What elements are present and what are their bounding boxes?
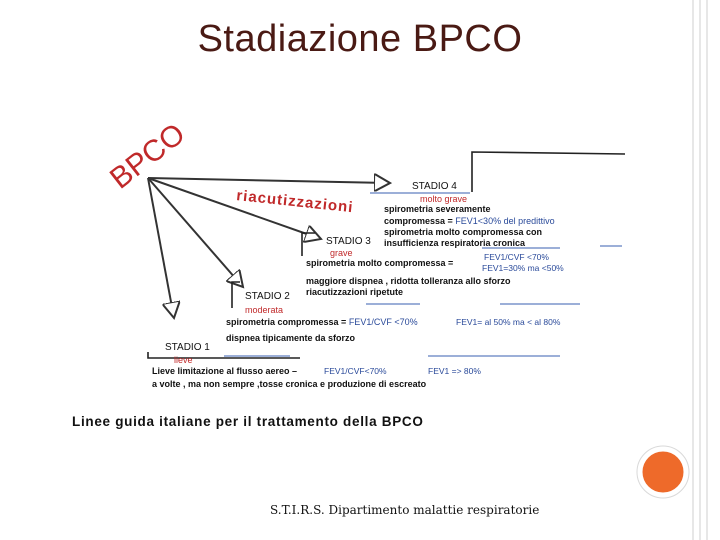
stage-4-line-3: spirometria molto compromessa con [384,227,543,237]
stage-1-line-4: a volte , ma non sempre ,tosse cronica e produzione di escreato [152,379,427,389]
stage-4-group [384,181,555,248]
stage-1-severity: lieve [174,355,193,365]
stage-4-line-2: compromessa = FEV1<30% del predittivo [384,216,555,226]
arrow-stadio-1 [148,178,174,318]
stage-3-fev1: FEV1=30% ma <50% [482,263,564,273]
stage-3-line-1: spirometria molto compromessa = [306,258,454,268]
stage-3-line-3: riacutizzazioni ripetute [306,287,404,297]
diagram-caption: Linee guida italiane per il trattamento della BPCO [72,414,424,429]
stage-2-group [226,291,561,343]
source-footer: S.T.I.R.S. Dipartimento malattie respiratorie [270,503,540,517]
bpco-root-label: BPCO [103,117,192,196]
exacerbations-label: riacutizzazioni [235,187,355,217]
stage-1-line-2: FEV1/CVF<70% [324,366,387,376]
stage-4-line-4: insufficienza respiratoria cronica [384,238,526,248]
stage-3-fev-ratio: FEV1/CVF <70% [484,252,549,262]
stage-2-line-1: spirometria compromessa = FEV1/CVF <70% [226,317,418,327]
stage-1-line-1: Lieve limitazione al flusso aereo – [152,366,298,376]
stage-1-name: STADIO 1 [165,342,210,353]
stage-1-line-3: FEV1 => 80% [428,366,481,376]
stage-2-line-2: FEV1= al 50% ma < al 80% [456,317,561,327]
stage-4-line-1: spirometria severamente [384,204,491,214]
stage-3-name: STADIO 3 [326,236,371,247]
stage-3-severity: grave [330,248,353,258]
stage-4-severity: molto grave [420,194,468,204]
arrow-stadio-4 [148,178,390,183]
stage-4-name: STADIO 4 [412,181,457,192]
slide-title: Stadiazione BPCO [197,18,523,60]
stage-2-severity: moderata [245,305,284,315]
stage-2-line-3: dispnea tipicamente da sforzo [226,333,356,343]
stage-2-name: STADIO 2 [245,291,290,302]
stage-3-line-2: maggiore dispnea , ridotta tolleranza allo sforzo [306,276,511,286]
stage-1-group [152,342,481,389]
